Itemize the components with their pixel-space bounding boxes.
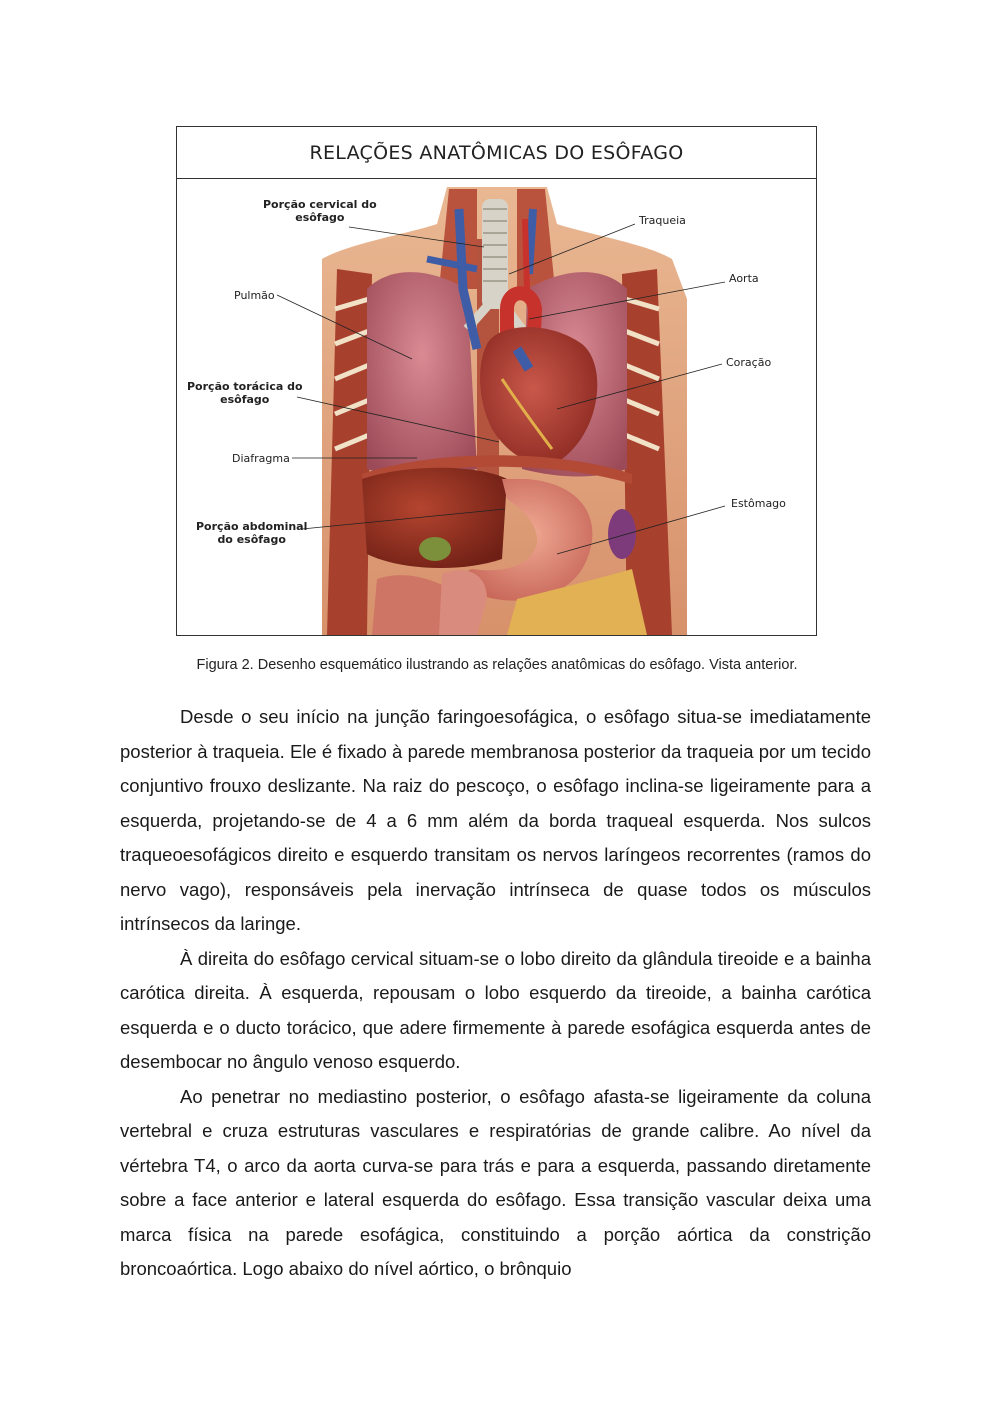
anatomy-figure [176, 126, 817, 636]
label-abdominal-line1: Porção abdominal [196, 520, 308, 533]
label-heart: Coração [726, 356, 772, 369]
torso-drawing [177, 179, 816, 635]
label-diaphragm: Diafragma [232, 452, 290, 465]
label-trachea: Traqueia [639, 214, 686, 227]
paragraph: Ao penetrar no mediastino posterior, o esôfago afasta-se ligeiramente da coluna vertebral e cruza estruturas vasculares e respiratórias de grande calibre. Ao nível da vértebra T4, o arco da aorta curva-se para trás e para a esquerda, passando diretamente sobre a face anterior e lateral esquerda do esôfago. Essa transição vascular deixa uma marca física na parede esofágica, constituindo a porção aórtica da constrição broncoaórtica. Logo abaixo do nível aórtico, o brônquio [120, 1085, 871, 1279]
figure-caption: Figura 2. Desenho esquemático ilustrando as relações anatômicas do esôfago. Vista anterior. [196, 657, 798, 673]
label-cervical-line1: Porção cervical do [263, 198, 377, 211]
label-cervical-portion [263, 198, 377, 224]
anatomy-illustration [177, 179, 816, 635]
label-stomach: Estômago [731, 497, 786, 510]
figure-title: RELAÇÕES ANATÔMICAS DO ESÔFAGO [177, 127, 816, 179]
label-aorta: Aorta [729, 272, 759, 285]
label-thoracic-portion [187, 380, 303, 406]
body-text [120, 700, 871, 1287]
paragraph: À direita do esôfago cervical situam-se o lobo direito da glândula tireoide e a bainha carótica direita. À esquerda, repousam o lobo esquerdo da tireoide, a bainha carótica esquerda e o ducto torácico, que adere firmemente à parede esofágica esquerda antes de desembocar no ângulo venoso esquerdo. [120, 947, 871, 1072]
paragraph: Desde o seu início na junção faringoesofágica, o esôfago situa-se imediatamente posterior à traqueia. Ele é fixado à parede membranosa posterior da traqueia por um tecido conjuntivo frouxo deslizante. Na raiz do pescoço, o esôfago inclina-se ligeiramente para a esquerda, projetando-se de 4 a 6 mm além da borda traqueal esquerda. Nos sulcos traqueoesofágicos direito e esquerdo transitam os nervos laríngeos recorrentes (ramos do nervo vago), responsáveis pela inervação intrínseca de quase todos os músculos intrínsecos da laringe. [120, 706, 871, 934]
label-thoracic-line1: Porção torácica do [187, 380, 303, 393]
label-abdominal-line2: do esôfago [217, 533, 286, 546]
label-cervical-line2: esôfago [295, 211, 345, 224]
label-thoracic-line2: esôfago [220, 393, 270, 406]
label-abdominal-portion [196, 520, 307, 546]
label-lung: Pulmão [234, 289, 275, 302]
